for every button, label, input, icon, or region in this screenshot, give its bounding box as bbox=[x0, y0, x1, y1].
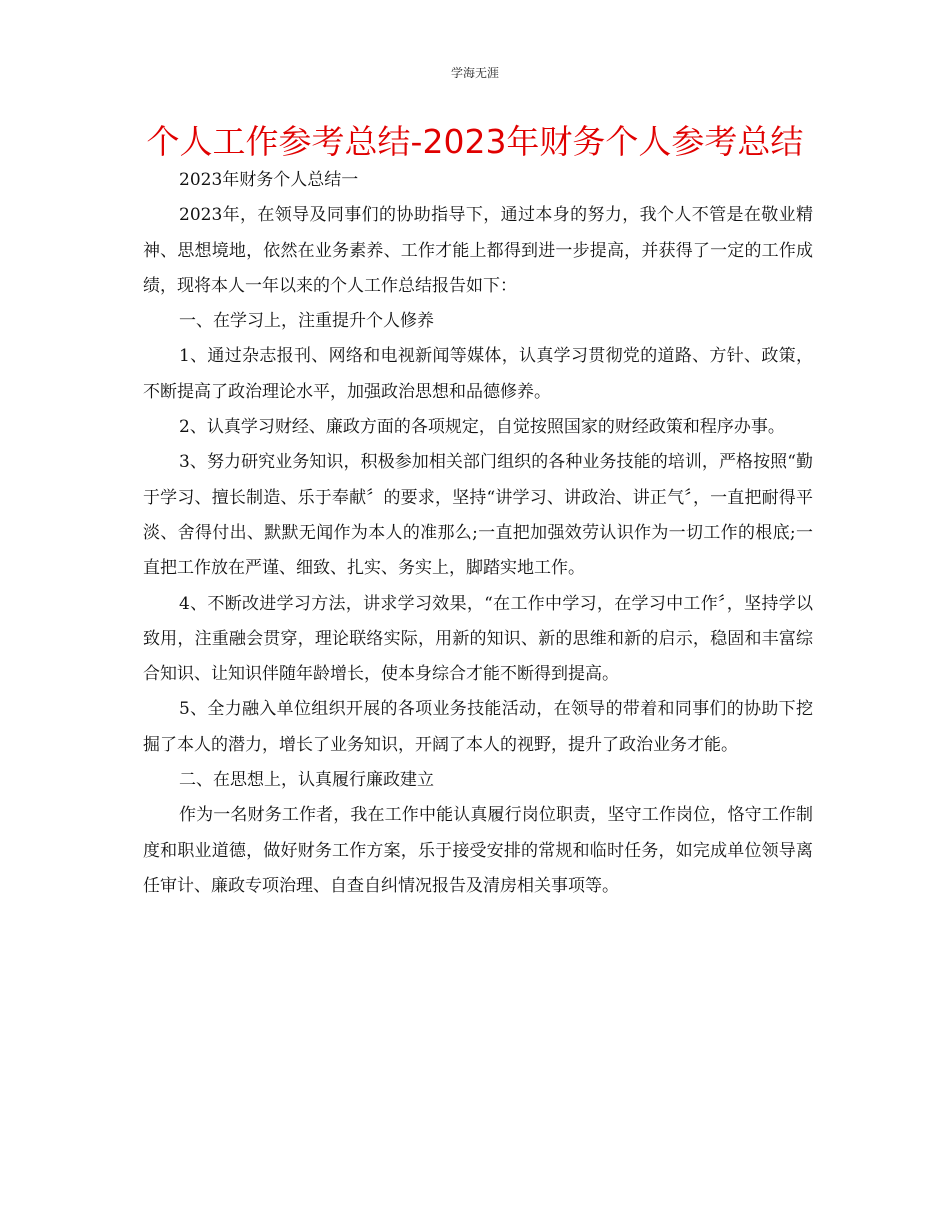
paragraph-item-2: 2、认真学习财经、廉政方面的各项规定，自觉按照国家的财经政策和程序办事。 bbox=[179, 417, 785, 438]
paragraph-duties: 作为一名财务工作者，我在工作中能认真履行岗位职责，坚守工作岗位，恪守工作制度和职业道德，做好财务工作方案，乐于接受安排的常规和临时任务，如完成单位领导离任审计、廉政专项治理、自查自纠情况报告及清房相关事项等。 bbox=[143, 805, 813, 896]
paragraph-subtitle: 2023年财务个人总结一 bbox=[179, 170, 359, 190]
paragraph-item-4: 4、不断改进学习方法，讲求学习效果，“在工作中学习，在学习中工作〞，坚持学以致用，注重融会贯穿，理论联络实际，用新的知识、新的思维和新的启示，稳固和丰富综合知识、让知识伴随年龄增长，使本身综合才能不断得到提高。 bbox=[143, 593, 813, 685]
page-header: 学海无涯 bbox=[450, 66, 499, 80]
section-heading-study: 一、在学习上，注重提升个人修养 bbox=[179, 311, 434, 332]
paragraph-item-1: 1、通过杂志报刊、网络和电视新闻等媒体，认真学习贯彻党的道路、方针、政策，不断提高了政治理论水平，加强政治思想和品德修养。 bbox=[143, 346, 813, 402]
paragraph-item-5: 5、全力融入单位组织开展的各项业务技能活动，在领导的带着和同事们的协助下挖掘了本人的潜力，增长了业务知识，开阔了本人的视野，提升了政治业务才能。 bbox=[143, 699, 813, 755]
section-heading-thought: 二、在思想上，认真履行廉政建立 bbox=[179, 770, 434, 791]
document-title: 个人工作参考总结-2023年财务个人参考总结 bbox=[146, 122, 804, 161]
document-body bbox=[143, 163, 813, 904]
paragraph-item-3: 3、努力研究业务知识，积极参加相关部门组织的各种业务技能的培训，严格按照“勤于学习、擅长制造、乐于奉献〞的要求，坚持“讲学习、讲政治、讲正气〞，一直把耐得平淡、舍得付出、默默无闻作为本人的准那么;一直把加强效劳认识作为一切工作的根底;一直把工作放在严谨、细致、扎实、务实上，脚踏实地工作。 bbox=[143, 452, 813, 579]
paragraph-intro: 2023年，在领导及同事们的协助指导下，通过本身的努力，我个人不管是在敬业精神、思想境地，依然在业务素养、工作才能上都得到进一步提高，并获得了一定的工作成绩，现将本人一年以来的个人工作总结报告如下： bbox=[143, 205, 813, 296]
